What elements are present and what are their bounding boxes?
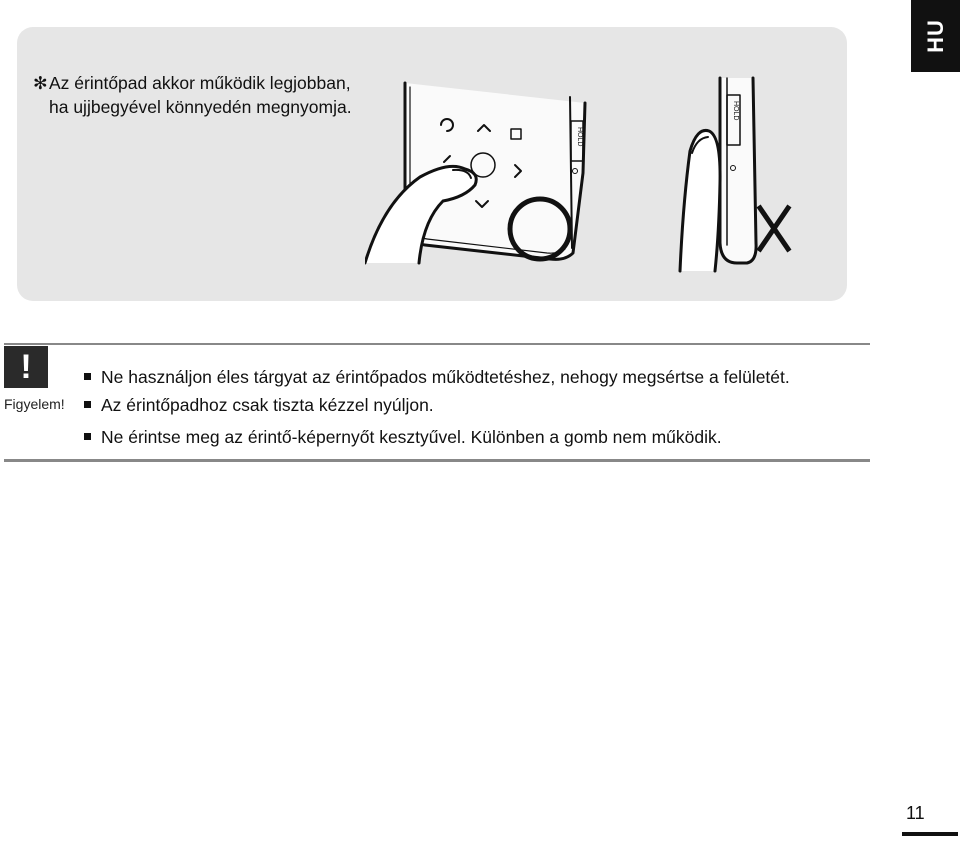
hold-label-2: HOLD (732, 101, 739, 121)
bullet-square-icon (84, 373, 91, 380)
tip-line-1-text: Az érintőpad akkor működik legjobban, (49, 73, 351, 93)
bullet-square-icon (84, 401, 91, 408)
hold-label-1: HOLD (576, 127, 583, 147)
touchpad-device-icon (365, 83, 585, 263)
warning-item-text: Az érintőpadhoz csak tiszta kézzel nyúljon. (101, 395, 434, 415)
warning-bottom-rule (4, 459, 870, 462)
warning-label: Figyelem! (4, 396, 65, 412)
warning-top-rule (4, 343, 870, 345)
warning-item-text: Ne használjon éles tárgyat az érintőpados működtetéshez, nehogy megsértse a felületét. (101, 367, 790, 387)
warning-icon: ! (4, 346, 48, 388)
wrong-cross-icon (760, 208, 788, 249)
page-number-bar (902, 832, 958, 836)
tip-text (33, 71, 352, 119)
warning-item-text: Ne érintse meg az érintő-képernyőt kesztyűvel. Különben a gomb nem működik. (101, 427, 722, 447)
warning-item (84, 427, 722, 448)
tip-line-1 (33, 71, 352, 95)
side-device-icon (680, 78, 756, 271)
tip-bullet-icon: ✻ (33, 73, 48, 93)
warning-item (84, 395, 434, 416)
language-tab-label: HU (922, 19, 948, 53)
language-tab (911, 0, 960, 72)
touchpad-illustration (365, 73, 805, 273)
bullet-square-icon (84, 433, 91, 440)
warning-item (84, 367, 790, 388)
tip-line-2: ha ujjbegyével könnyedén megnyomja. (49, 97, 352, 117)
page-number: 11 (906, 803, 925, 823)
